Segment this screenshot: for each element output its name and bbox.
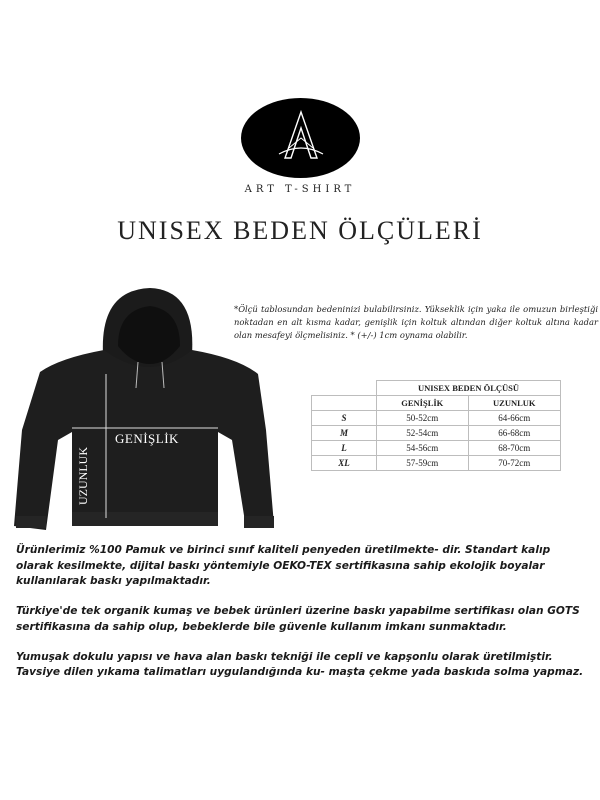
width-cell: 57-59cm <box>377 456 469 471</box>
table-row <box>312 426 561 441</box>
size-table <box>311 380 561 471</box>
length-label: UZUNLUK <box>76 447 90 505</box>
paragraph-gots: Türkiye'de tek organik kumaş ve bebek ürünleri üzerine baskı yapabilme sertifikası olan GOTS sertifikasına da sahip olup, bebeklerde bile güvenle kullanım imkanı sunmaktadır. <box>16 605 580 633</box>
size-cell: M <box>312 426 377 441</box>
paragraph-care: Yumuşak dokulu yapısı ve hava alan baskı tekniği ile cepli ve kapşonlu olarak üretilmiştir. Tavsiye dilen yıkama talimatları uygulandığında ku- maşta çekme yada baskıda solma yapmaz. <box>16 650 584 679</box>
length-cell: 64-66cm <box>468 411 560 426</box>
length-cell: 70-72cm <box>468 456 560 471</box>
size-cell: L <box>312 441 377 456</box>
brand-logo <box>241 98 360 178</box>
logo-mark-icon <box>241 98 360 178</box>
measurement-note: *Ölçü tablosundan bedeninizi bulabilirsiniz. Yükseklik için yaka ile omuzun birleştiği noktadan en alt kısma kadar, genişlik için koltuk altından diğer koltuk altına kadar olan mesafeyi ölçmelisiniz. * (+/-) 1cm oynama olabilir. <box>234 304 598 340</box>
width-cell: 54-56cm <box>377 441 469 456</box>
size-cell: XL <box>312 456 377 471</box>
width-cell: 50-52cm <box>377 411 469 426</box>
length-cell: 68-70cm <box>468 441 560 456</box>
length-cell: 66-68cm <box>468 426 560 441</box>
size-cell: S <box>312 411 377 426</box>
column-header-length: UZUNLUK <box>468 396 560 411</box>
paragraph-cotton: Ürünlerimiz %100 Pamuk ve birinci sınıf kaliteli penyeden üretilmekte- dir. Standart kalıp olarak kesilmekte, dijital baskı yöntemiyle OEKO-TEX sertifikasına sahip ekolojik boyalar kullanılarak baskı yapılmaktadır. <box>16 544 551 588</box>
table-row <box>312 411 561 426</box>
table-row <box>312 441 561 456</box>
page-title: UNISEX BEDEN ÖLÇÜLERİ <box>117 216 483 245</box>
width-cell: 52-54cm <box>377 426 469 441</box>
product-description <box>16 543 586 695</box>
width-label: GENİŞLİK <box>115 431 179 446</box>
column-header-width: GENİŞLİK <box>377 396 469 411</box>
brand-name: ART T-SHIRT <box>244 184 356 195</box>
size-table-title: UNISEX BEDEN ÖLÇÜSÜ <box>377 381 561 396</box>
table-row <box>312 456 561 471</box>
